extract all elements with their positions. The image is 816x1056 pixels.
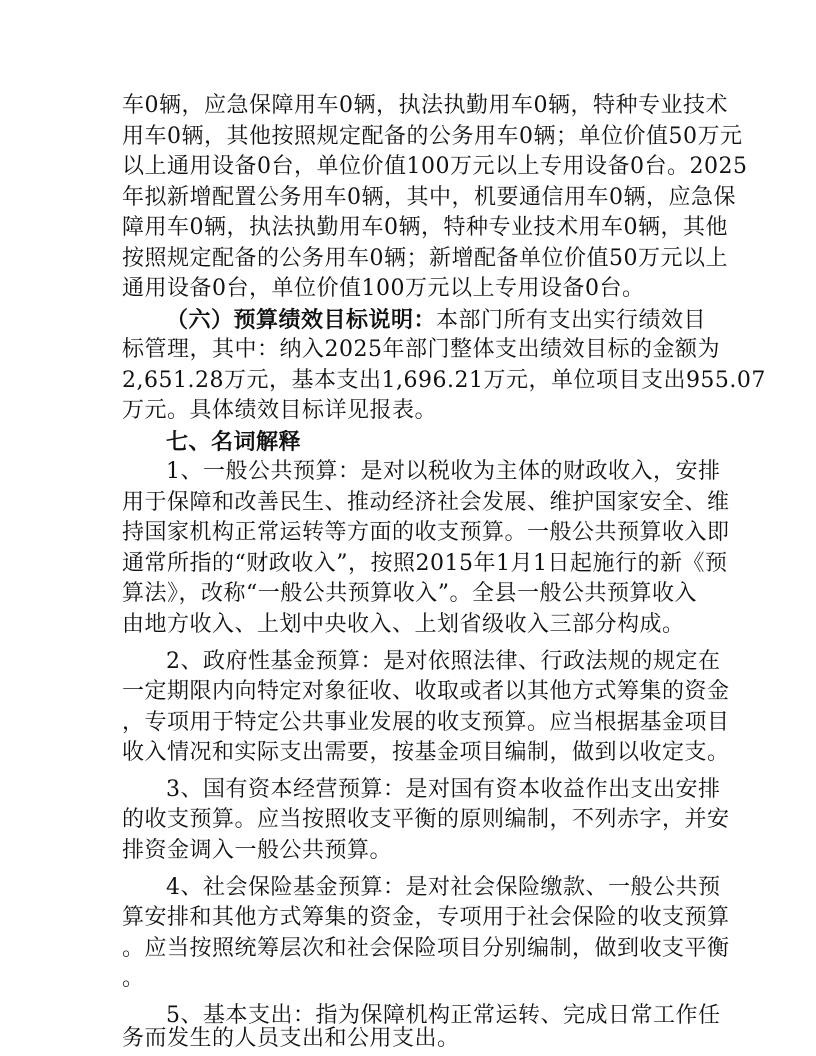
section-6-first-line (166, 305, 707, 335)
paragraph-line: 万元。具体绩效目标详见报表。 (122, 398, 438, 423)
term-5-line: 5、基本支出：指为保障机构正常运转、完成日常工作任 (166, 1003, 721, 1028)
paragraph-line: 障用车0辆，执法执勤用车0辆，特种专业技术用车0辆，其他 (122, 215, 728, 240)
term-1-line: 用于保障和改善民生、推动经济社会发展、维护国家安全、维 (122, 490, 730, 515)
paragraph-line: 用车0辆，其他按照规定配备的公务用车0辆；单位价值50万元 (122, 124, 743, 149)
paragraph-line: 年拟新增配置公务用车0辆，其中，机要通信用车0辆，应急保 (122, 185, 736, 210)
paragraph-line: 以上通用设备0台，单位价值100万元以上专用设备0台。2025 (122, 154, 748, 179)
section-6-text: 本部门所有支出实行绩效目 (436, 308, 707, 333)
term-1-line: 持国家机构正常运转等方面的收支预算。一般公共预算收入即 (122, 520, 730, 545)
paragraph-line: 标管理，其中：纳入2025年部门整体支出绩效目标的金额为 (122, 337, 720, 362)
term-2-line: ，专项用于特定公共事业发展的收支预算。应当根据基金项目 (122, 710, 730, 735)
paragraph-line: 通用设备0台，单位价值100万元以上专用设备0台。 (122, 276, 645, 301)
term-5-line: 务而发生的人员支出和公用支出。 (122, 1026, 460, 1051)
term-2-line: 一定期限内向特定对象征收、收取或者以其他方式筹集的资金 (122, 679, 730, 704)
term-1-line: 算法》，改称“一般公共预算收入”。全县一般公共预算收入 (122, 581, 697, 606)
term-1-line: 通常所指的“财政收入”，按照2015年1月1日起施行的新《预 (122, 551, 728, 576)
section-6-heading: （六）预算绩效目标说明： (166, 307, 437, 333)
term-4-line: 算安排和其他方式筹集的资金，专项用于社会保险的收支预算 (122, 905, 730, 930)
paragraph-line: 按照规定配备的公务用车0辆；新增配备单位价值50万元以上 (122, 246, 728, 271)
paragraph-line: 2,651.28万元，基本支出1,696.21万元，单位项目支出955.07 (122, 368, 766, 393)
term-1-line: 由地方收入、上划中央收入、上划省级收入三部分构成。 (122, 612, 685, 637)
term-1-line: 1、一般公共预算：是对以税收为主体的财政收入，安排 (166, 459, 721, 484)
term-2-line: 收入情况和实际支出需要，按基金项目编制，做到以收定支。 (122, 740, 730, 765)
term-2-line: 2、政府性基金预算：是对依照法律、行政法规的规定在 (166, 649, 721, 674)
term-4-line: 。应当按照统筹层次和社会保险项目分别编制，做到收支平衡 (122, 936, 730, 961)
term-3-line: 的收支预算。应当按照收支平衡的原则编制，不列赤字，并安 (122, 807, 730, 832)
term-4-line: 4、社会保险基金预算：是对社会保险缴款、一般公共预 (166, 875, 721, 900)
term-4-line: 。 (122, 966, 145, 991)
term-3-line: 3、国有资本经营预算：是对国有资本收益作出支出安排 (166, 777, 721, 802)
term-3-line: 排资金调入一般公共预算。 (122, 838, 393, 863)
paragraph-line: 车0辆，应急保障用车0辆，执法执勤用车0辆，特种专业技术 (122, 93, 728, 118)
section-7-heading: 七、名词解释 (166, 429, 302, 455)
